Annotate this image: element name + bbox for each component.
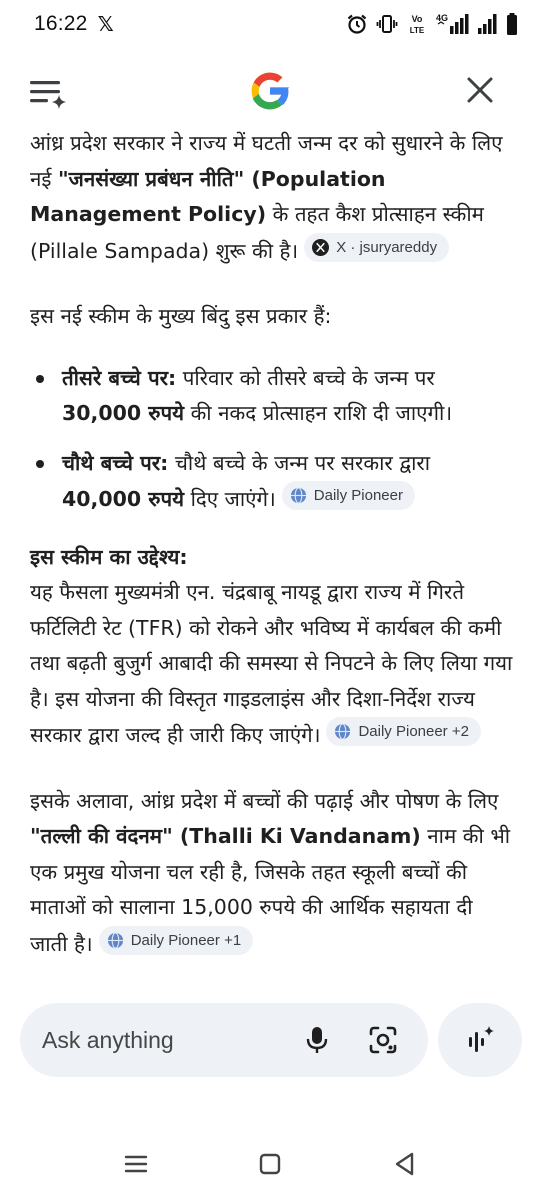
x-logo-icon <box>312 239 329 256</box>
mic-icon[interactable] <box>300 1023 334 1057</box>
objective-text: यह फैसला मुख्यमंत्री एन. चंद्रबाबू नायडू द्वारा राज्य में गिरते फर्टिलिटी रेट (TFR) को रोकने और भविष्य में कार्यबल की कमी तथा बढ़ती बुजुर्ग आबादी की समस्या से निपटने के लिए लिया गया है। इस योजना की विस्तृत गाइडलाइंस और दिशा-निर्देश राज्य सरकार द्वारा जल्द ही जारी किए जाएंगे। <box>30 580 513 747</box>
source-chip-label: X · jsuryareddy <box>336 238 438 256</box>
bullet-text: की नकद प्रोत्साहन राशि दी जाएगी। <box>184 401 453 425</box>
intro-paragraph <box>30 126 514 269</box>
bullet-title: तीसरे बच्चे पर: <box>62 365 177 390</box>
source-chip-label: Daily Pioneer +1 <box>130 931 242 949</box>
svg-text:LTE: LTE <box>409 26 425 35</box>
bullet-amount: 30,000 रुपये <box>62 401 185 425</box>
globe-icon <box>334 723 351 740</box>
source-chip-daily-pioneer-2[interactable] <box>326 717 480 746</box>
recents-icon[interactable] <box>122 1152 150 1176</box>
alarm-icon <box>346 13 368 35</box>
globe-icon <box>107 932 124 949</box>
additional-paragraph <box>30 784 514 963</box>
scheme-name: "तल्ली की वंदनम" (Thalli Ki Vandanam) <box>30 824 421 848</box>
status-bar <box>0 0 540 48</box>
source-chip-label: Daily Pioneer <box>313 487 403 504</box>
policy-name: "जनसंख्या प्रबंधन नीति" (Population Management Policy) <box>30 166 386 226</box>
source-chip-label: Daily Pioneer +2 <box>358 723 469 740</box>
menu-sparkle-icon[interactable] <box>28 76 68 110</box>
bullet-text: चौथे बच्चे के जन्म पर सरकार द्वारा <box>168 450 431 475</box>
key-points-list <box>30 361 514 518</box>
top-app-bar <box>0 62 540 122</box>
status-icons <box>346 12 518 36</box>
intro-text-1: आंध्र प्रदेश सरकार ने राज्य में घटती जन्म दर को सुधारने के लिए नई <box>30 131 503 191</box>
objective-heading: इस स्कीम का उद्देश्य: <box>30 544 188 569</box>
bullet-amount: 40,000 रुपये <box>62 487 185 511</box>
home-icon[interactable] <box>258 1152 282 1176</box>
objective-paragraph <box>30 540 514 754</box>
close-icon[interactable] <box>462 72 498 108</box>
status-time: 16:22 <box>34 12 88 35</box>
points-intro: इस नई स्कीम के मुख्य बिंदु इस प्रकार हैं: <box>30 304 332 328</box>
list-item <box>30 446 514 518</box>
globe-icon <box>290 487 307 504</box>
additional-text-1: इसके अलावा, आंध्र प्रदेश में बच्चों की पढ़ाई और पोषण के लिए <box>30 788 499 813</box>
answer-content <box>30 126 514 962</box>
volte-icon <box>406 12 428 36</box>
bullet-title: चौथे बच्चे पर: <box>62 450 169 475</box>
lens-icon[interactable] <box>366 1023 400 1057</box>
system-nav-bar <box>0 1140 540 1188</box>
additional-text-2: नाम की भी एक प्रमुख योजना चल रही है, जिसके तहत स्कूली बच्चों की माताओं को सालाना 15,000 रुपये की आर्थिक सहायता दी जाती है। <box>30 824 511 956</box>
source-chip-daily-pioneer[interactable] <box>282 481 415 510</box>
battery-icon <box>506 12 518 36</box>
google-logo <box>246 67 294 115</box>
voice-sparkle-icon <box>463 1023 497 1057</box>
signal-4g-icon <box>436 12 470 36</box>
ask-input[interactable] <box>20 1003 428 1077</box>
svg-text:Vo: Vo <box>411 14 423 24</box>
list-item <box>30 361 514 432</box>
ask-placeholder: Ask anything <box>42 1026 174 1053</box>
vibrate-icon <box>376 13 398 35</box>
voice-mode-button[interactable] <box>438 1003 522 1077</box>
back-icon[interactable] <box>392 1151 416 1177</box>
svg-text:4G: 4G <box>436 13 449 23</box>
bullet-text: परिवार को तीसरे बच्चे के जन्म पर <box>176 365 435 390</box>
source-chip-x[interactable] <box>304 233 449 262</box>
x-logo-icon: 𝕏 <box>97 12 114 36</box>
intro-text-2: के तहत कैश प्रोत्साहन स्कीम (Pillale Sampada) शुरू की है। <box>30 202 484 263</box>
bullet-text: दिए जाएंगे। <box>184 487 276 511</box>
signal-icon <box>478 12 498 36</box>
source-chip-daily-pioneer-1[interactable] <box>99 926 253 955</box>
